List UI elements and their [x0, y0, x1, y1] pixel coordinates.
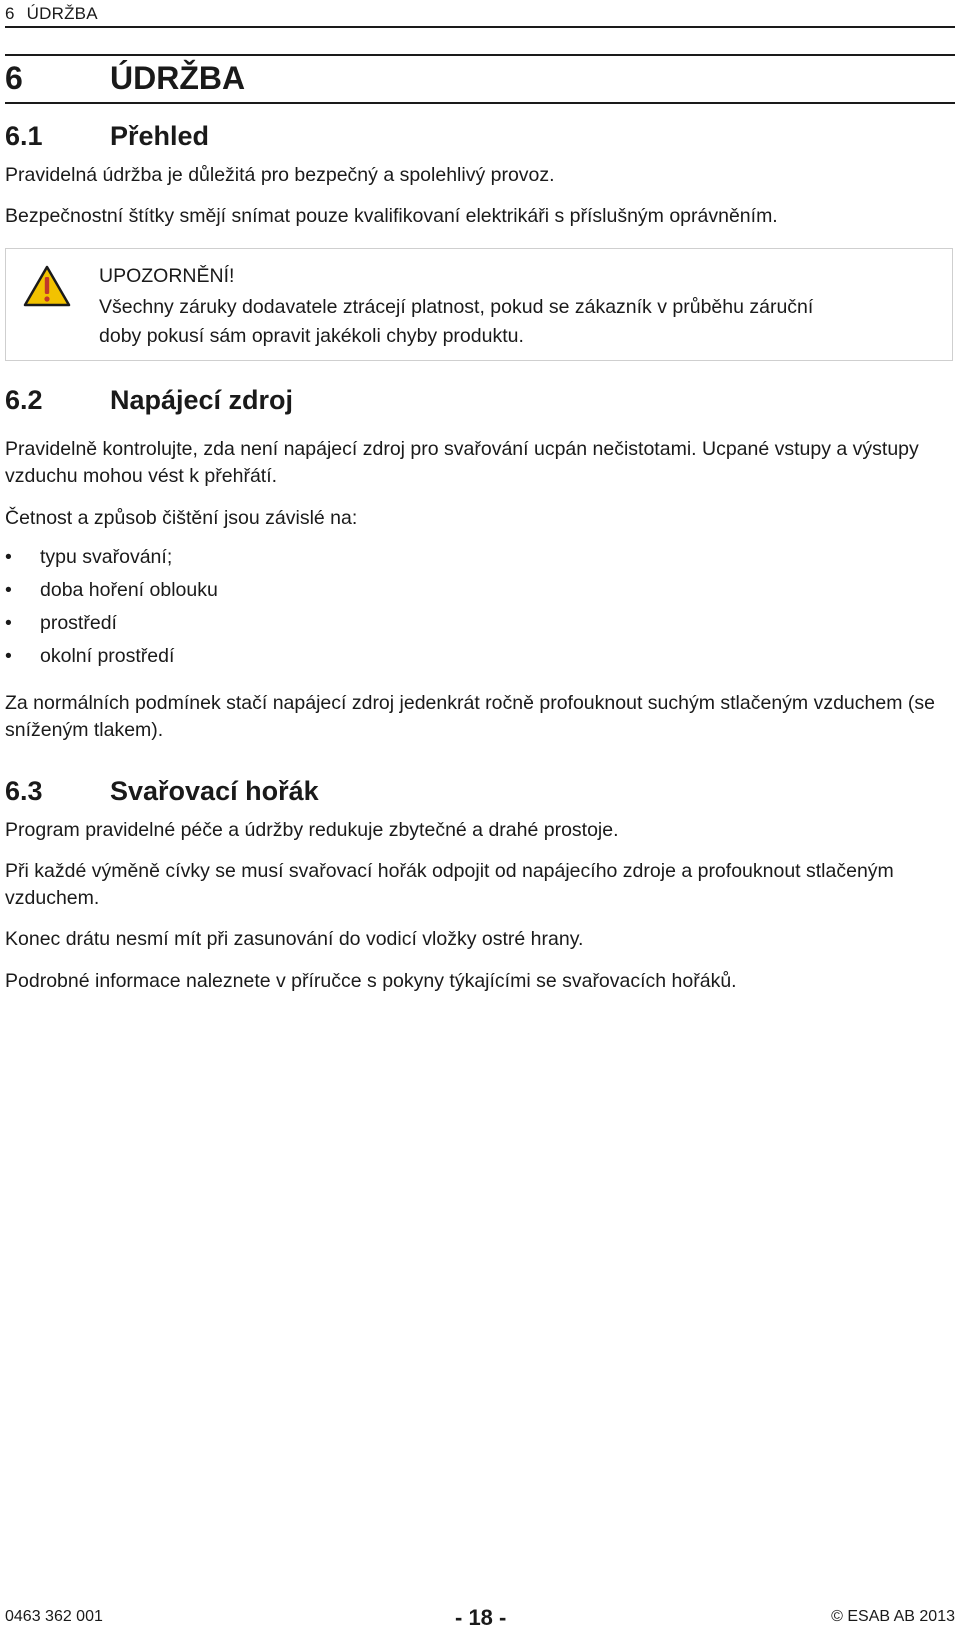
list-item-text: doba hoření oblouku	[40, 579, 218, 601]
paragraph: Konec drátu nesmí mít při zasunování do vodicí vložky ostré hrany.	[5, 928, 584, 950]
paragraph: Bezpečnostní štítky smějí snímat pouze kvalifikovaní elektrikáři s příslušným oprávněním.	[5, 205, 778, 227]
section-number: 6.1	[5, 121, 43, 151]
paragraph: Program pravidelné péče a údržby redukuje zbytečné a drahé prostoje.	[5, 819, 619, 841]
list-item-text: okolní prostředí	[40, 645, 175, 667]
warning-title: UPOZORNĚNÍ!	[99, 265, 235, 287]
section-heading-6-2	[5, 383, 293, 417]
chapter-rule-bottom	[5, 102, 955, 104]
running-header-title: ÚDRŽBA	[26, 4, 98, 23]
bullet-marker: •	[5, 612, 12, 634]
list-item-text: prostředí	[40, 612, 117, 634]
bullet-list	[5, 544, 218, 676]
paragraph: Pravidelně kontrolujte, zda není napájecí zdroj pro svařování ucpán nečistotami. Ucpané vstupy a výstupy vzduchu mohou vést k přehřátí.	[5, 438, 919, 487]
bullet-marker: •	[5, 645, 12, 667]
section-heading-6-3	[5, 774, 319, 808]
paragraph: Za normálních podmínek stačí napájecí zdroj jedenkrát ročně profouknout suchým stlačeným vzduchem (se sníženým tlakem).	[5, 692, 935, 741]
section-heading-6-1	[5, 119, 209, 153]
bullet-marker: •	[5, 579, 12, 601]
paragraph: Četnost a způsob čištění jsou závislé na:	[5, 507, 358, 529]
running-header-number: 6	[5, 4, 15, 23]
section-title: Napájecí zdroj	[110, 385, 294, 415]
paragraph: Podrobné informace naleznete v příručce s pokyny týkajícími se svařovacích hořáků.	[5, 970, 737, 992]
section-number: 6.2	[5, 385, 43, 415]
chapter-name: ÚDRŽBA	[110, 60, 246, 96]
section-number: 6.3	[5, 776, 43, 806]
running-header	[5, 4, 98, 24]
footer-page-number: - 18 -	[455, 1605, 507, 1630]
warning-box	[5, 248, 953, 361]
bullet-marker: •	[5, 546, 12, 568]
footer-doc-number: 0463 362 001	[5, 1608, 103, 1625]
chapter-title	[5, 58, 245, 98]
paragraph: Při každé výměně cívky se musí svařovací hořák odpojit od napájecího zdroje a profouknout stlačeným vzduchem.	[5, 860, 894, 909]
footer-copyright: © ESAB AB 2013	[831, 1608, 955, 1625]
header-rule	[5, 26, 955, 28]
section-title: Přehled	[110, 121, 210, 151]
chapter-number: 6	[5, 60, 23, 96]
list-item	[5, 544, 218, 577]
chapter-rule-top	[5, 54, 955, 56]
warning-text: Všechny záruky dodavatele ztrácejí platnost, pokud se zákazník v průběhu záruční doby pokusí sám opravit jakékoli chyby produktu.	[99, 296, 814, 347]
paragraph: Pravidelná údržba je důležitá pro bezpečný a spolehlivý provoz.	[5, 164, 555, 186]
list-item	[5, 610, 218, 643]
warning-triangle-icon	[23, 265, 71, 307]
list-item-text: typu svařování;	[40, 546, 173, 568]
list-item	[5, 577, 218, 610]
document-page	[5, 0, 955, 1642]
section-title: Svařovací hořák	[110, 776, 319, 806]
list-item	[5, 643, 218, 676]
